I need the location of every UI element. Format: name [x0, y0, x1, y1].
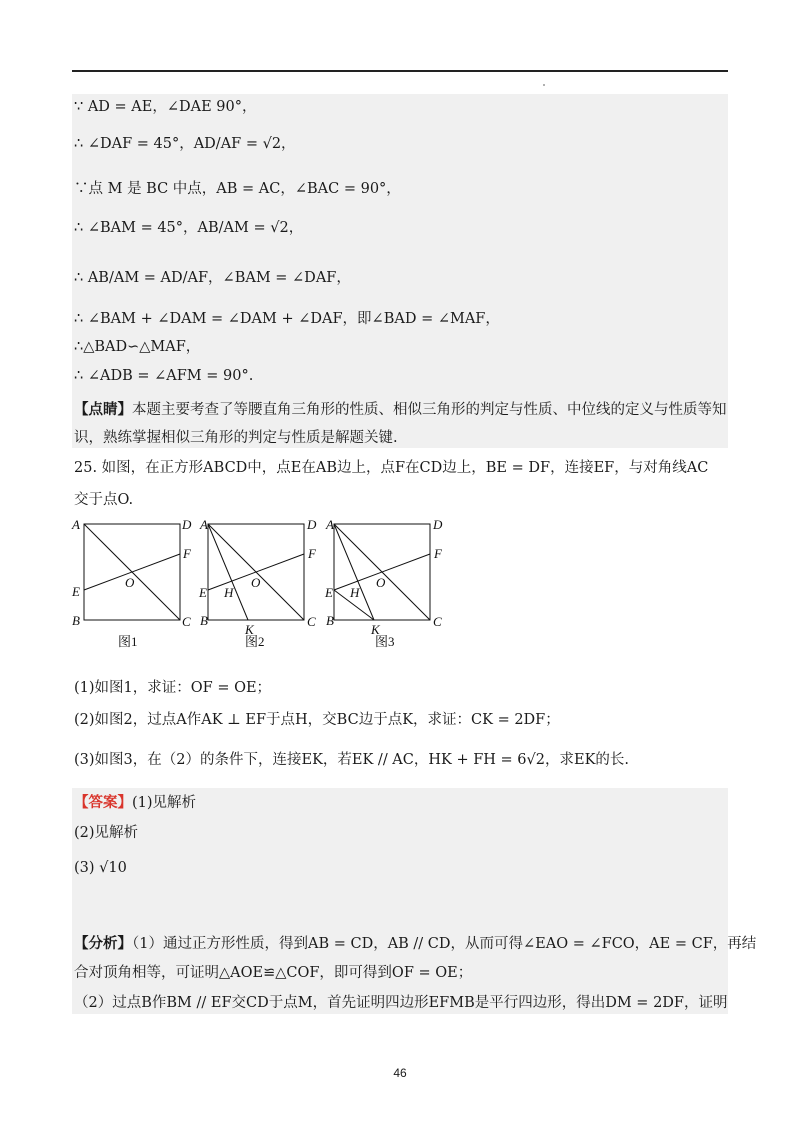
- label-k-fig2: K: [245, 622, 254, 637]
- solution-line-8: ∴ ∠ADB = ∠AFM = 90°.: [74, 368, 254, 384]
- label-f-fig1: F: [183, 546, 191, 561]
- analysis-tag: 【分析】: [74, 935, 132, 952]
- answer-line-1: [74, 793, 196, 813]
- label-c-fig1: C: [182, 614, 191, 629]
- label-d-fig1: D: [182, 517, 192, 532]
- geometry-figures: [70, 516, 470, 656]
- analysis-line-3: （2）过点B作BM // EF交CD于点M，首先证明四边形EFMB是平行四边形，得出DM = 2DF，证明: [74, 995, 728, 1011]
- segment-ak-fig2: [208, 524, 248, 620]
- problem-statement-line-1: [74, 458, 708, 478]
- label-e-fig3: E: [325, 585, 333, 600]
- answer-item-3: (3) √10: [74, 860, 127, 876]
- analysis-text-1: （1）通过正方形性质，得到AB = CD，AB // CD，从而可得∠EAO = ∠FCO，AE = CF，再结: [132, 936, 757, 952]
- solution-line-3: ∵点 M 是 BC 中点，AB = AC，∠BAC = 90°，: [74, 181, 401, 197]
- label-f-fig3: F: [434, 546, 442, 561]
- comment-block: [74, 396, 728, 452]
- label-a-fig1: A: [72, 517, 80, 532]
- header-rule: [72, 70, 728, 72]
- solution-line-7: ∴△BAD∽△MAF，: [74, 339, 201, 355]
- figure-3: [334, 524, 430, 620]
- analysis-line-2: 合对顶角相等，可证明△AOE≌△COF，即可得到OF = OE；: [74, 965, 473, 981]
- question-1: (1)如图1，求证：OF = OE；: [74, 680, 272, 696]
- label-b-fig1: B: [72, 613, 80, 628]
- figure-1-labels: [71, 517, 192, 649]
- label-a-fig2: A: [200, 517, 208, 532]
- label-d-fig3: D: [433, 517, 443, 532]
- figure-2-labels: [198, 517, 317, 649]
- solution-line-4: ∴ ∠BAM = 45°，AB/AM = √2，: [74, 220, 304, 236]
- analysis-line-1: [74, 934, 756, 954]
- label-k-fig3: K: [371, 622, 380, 637]
- label-h-fig3: H: [350, 585, 360, 600]
- label-c-fig3: C: [433, 614, 442, 629]
- caption-fig1: 图1: [118, 634, 138, 649]
- answer-tag: 【答案】: [74, 794, 132, 811]
- label-b-fig2: B: [200, 613, 208, 628]
- label-b-fig3: B: [326, 613, 334, 628]
- figures-panel: [70, 516, 470, 656]
- problem-statement-line-2: 交于点O.: [74, 492, 134, 508]
- problem-text-1: 如图，在正方形ABCD中，点E在AB边上，点F在CD边上，BE = DF，连接EF，与对角线AC: [101, 460, 709, 476]
- label-f-fig2: F: [308, 546, 316, 561]
- solution-line-1: ∵ AD = AE，∠DAE 90°，: [74, 99, 257, 115]
- label-h-fig2: H: [224, 585, 234, 600]
- label-o-fig2: O: [251, 575, 261, 590]
- solution-line-6: ∴ ∠BAM + ∠DAM = ∠DAM + ∠DAF，即∠BAD = ∠MAF，: [74, 311, 500, 327]
- comment-tag: 【点睛】: [74, 401, 132, 418]
- answer-item-1: (1)见解析: [132, 795, 197, 811]
- caption-fig2: 图2: [245, 634, 265, 649]
- label-o-fig3: O: [376, 575, 386, 590]
- question-3: (3)如图3，在（2）的条件下，连接EK，若EK // AC，HK + FH = 6√2，求EK的长.: [74, 752, 630, 768]
- problem-number: 25.: [74, 460, 98, 476]
- label-o-fig1: O: [125, 575, 135, 590]
- figure-3-labels: [324, 517, 443, 649]
- label-c-fig2: C: [307, 614, 316, 629]
- caption-fig3: 图3: [375, 634, 395, 649]
- figure-1: [84, 524, 180, 620]
- answer-item-2: (2)见解析: [74, 825, 139, 841]
- label-a-fig3: A: [326, 517, 334, 532]
- figure-2: [208, 524, 304, 620]
- comment-text: 本题主要考查了等腰直角三角形的性质、相似三角形的判定与性质、中位线的定义与性质等知识，熟练掌握相似三角形的判定与性质是解题关键.: [74, 402, 727, 446]
- header-mark: [543, 84, 545, 86]
- question-2: (2)如图2，过点A作AK ⊥ EF于点H，交BC边于点K，求证：CK = 2DF；: [74, 712, 560, 728]
- label-d-fig2: D: [307, 517, 317, 532]
- solution-line-2: ∴ ∠DAF = 45°，AD/AF = √2，: [74, 136, 296, 152]
- label-e-fig2: E: [199, 585, 207, 600]
- solution-line-5: ∴ AB/AM = AD/AF，∠BAM = ∠DAF，: [74, 270, 351, 286]
- page-number: 46: [393, 1066, 407, 1080]
- label-e-fig1: E: [72, 584, 80, 599]
